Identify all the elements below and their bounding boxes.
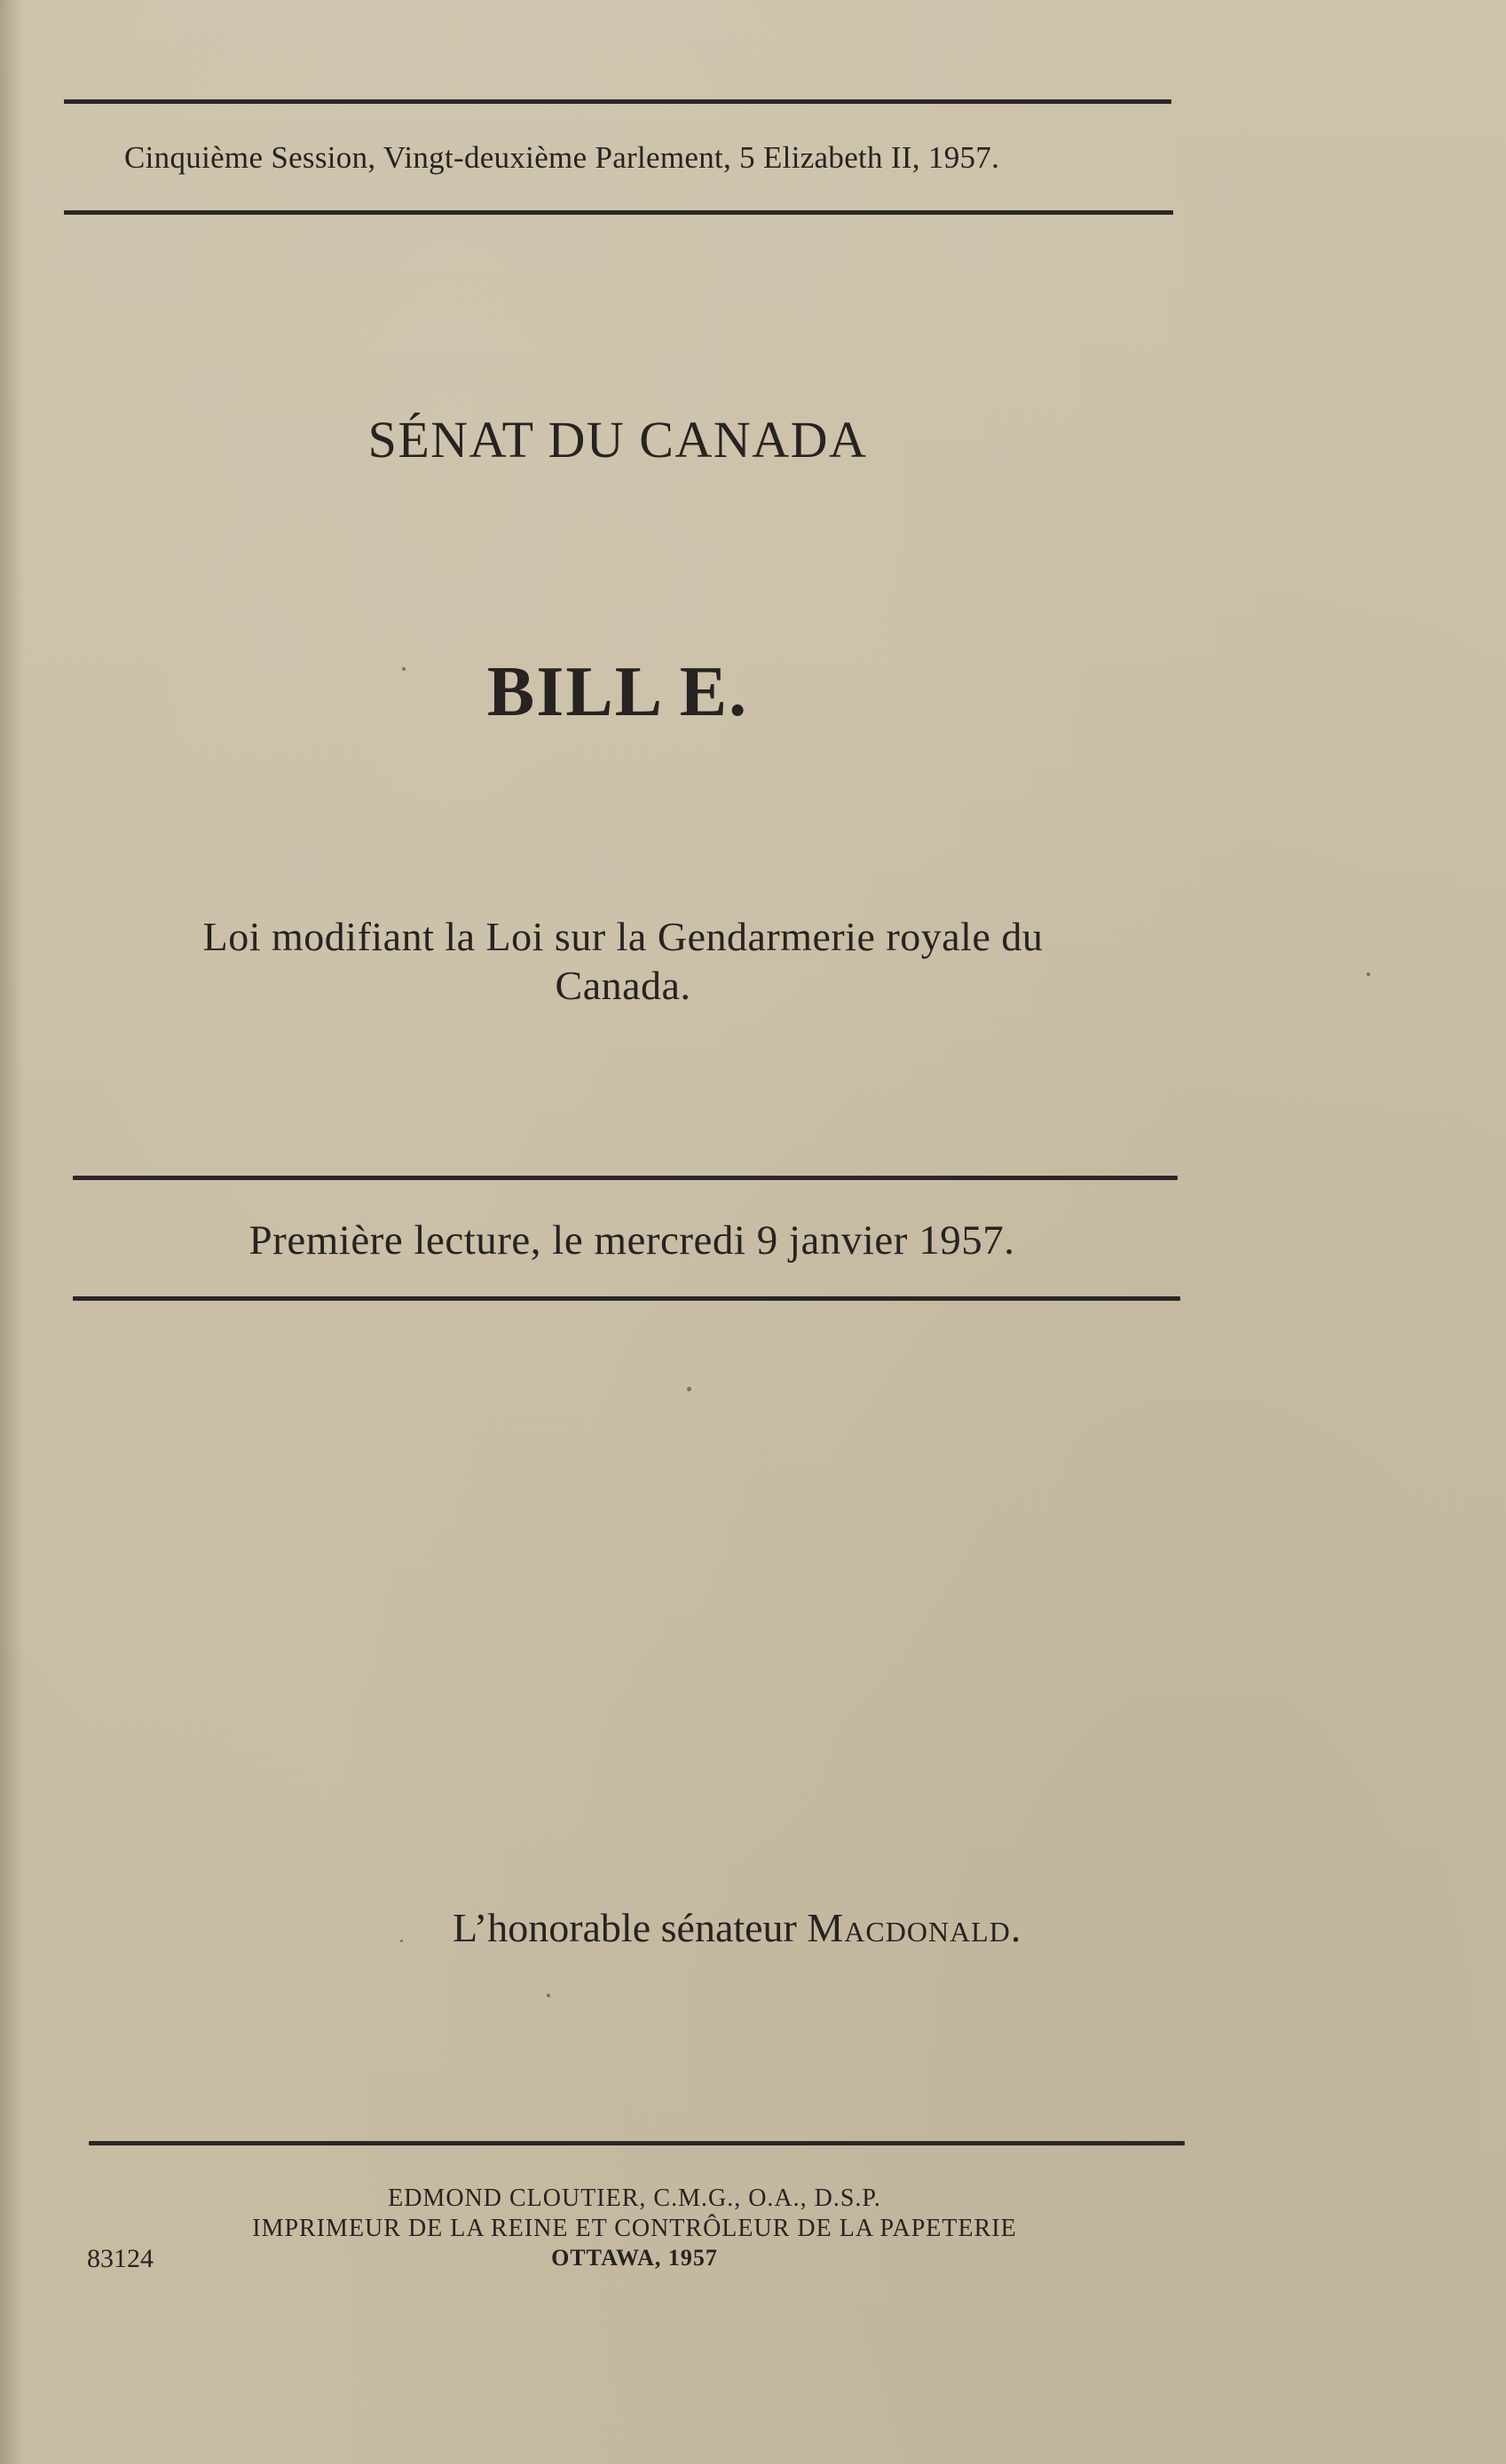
job-number: 83124 xyxy=(87,2244,154,2273)
bill-title: BILL E. xyxy=(486,653,749,731)
paper-speck xyxy=(547,1994,550,1997)
paper-speck xyxy=(402,667,406,671)
paper-speck xyxy=(400,1940,403,1942)
top-rule xyxy=(64,99,1171,104)
bill-description: Loi modifiant la Loi sur la Gendarmerie royale du Canada. xyxy=(202,914,1044,1008)
reading-top-rule xyxy=(73,1176,1178,1180)
header-bottom-rule xyxy=(64,210,1173,215)
sponsor-line xyxy=(453,1904,1021,1951)
sponsor-name: Macdonald xyxy=(807,1905,1011,1950)
printer-office: IMPRIMEUR DE LA REINE ET CONTRÔLEUR DE LA PAPETERIE xyxy=(252,2215,1017,2242)
sponsor-prefix: L’honorable sénateur xyxy=(453,1905,808,1950)
reading-bottom-rule xyxy=(73,1296,1180,1301)
paper-speck xyxy=(687,1387,691,1391)
sponsor-suffix: . xyxy=(1010,1905,1021,1950)
printer-name: EDMOND CLOUTIER, C.M.G., O.A., D.S.P. xyxy=(388,2185,881,2212)
chamber-title: SÉNAT DU CANADA xyxy=(367,411,868,468)
paper-speck xyxy=(1367,972,1370,976)
session-line: Cinquième Session, Vingt-deuxième Parlement, 5 Elizabeth II, 1957. xyxy=(124,140,1000,175)
first-reading-line: Première lecture, le mercredi 9 janvier 1957. xyxy=(248,1217,1015,1263)
imprint-rule xyxy=(89,2141,1185,2145)
printer-place-year: OTTAWA, 1957 xyxy=(551,2245,718,2271)
